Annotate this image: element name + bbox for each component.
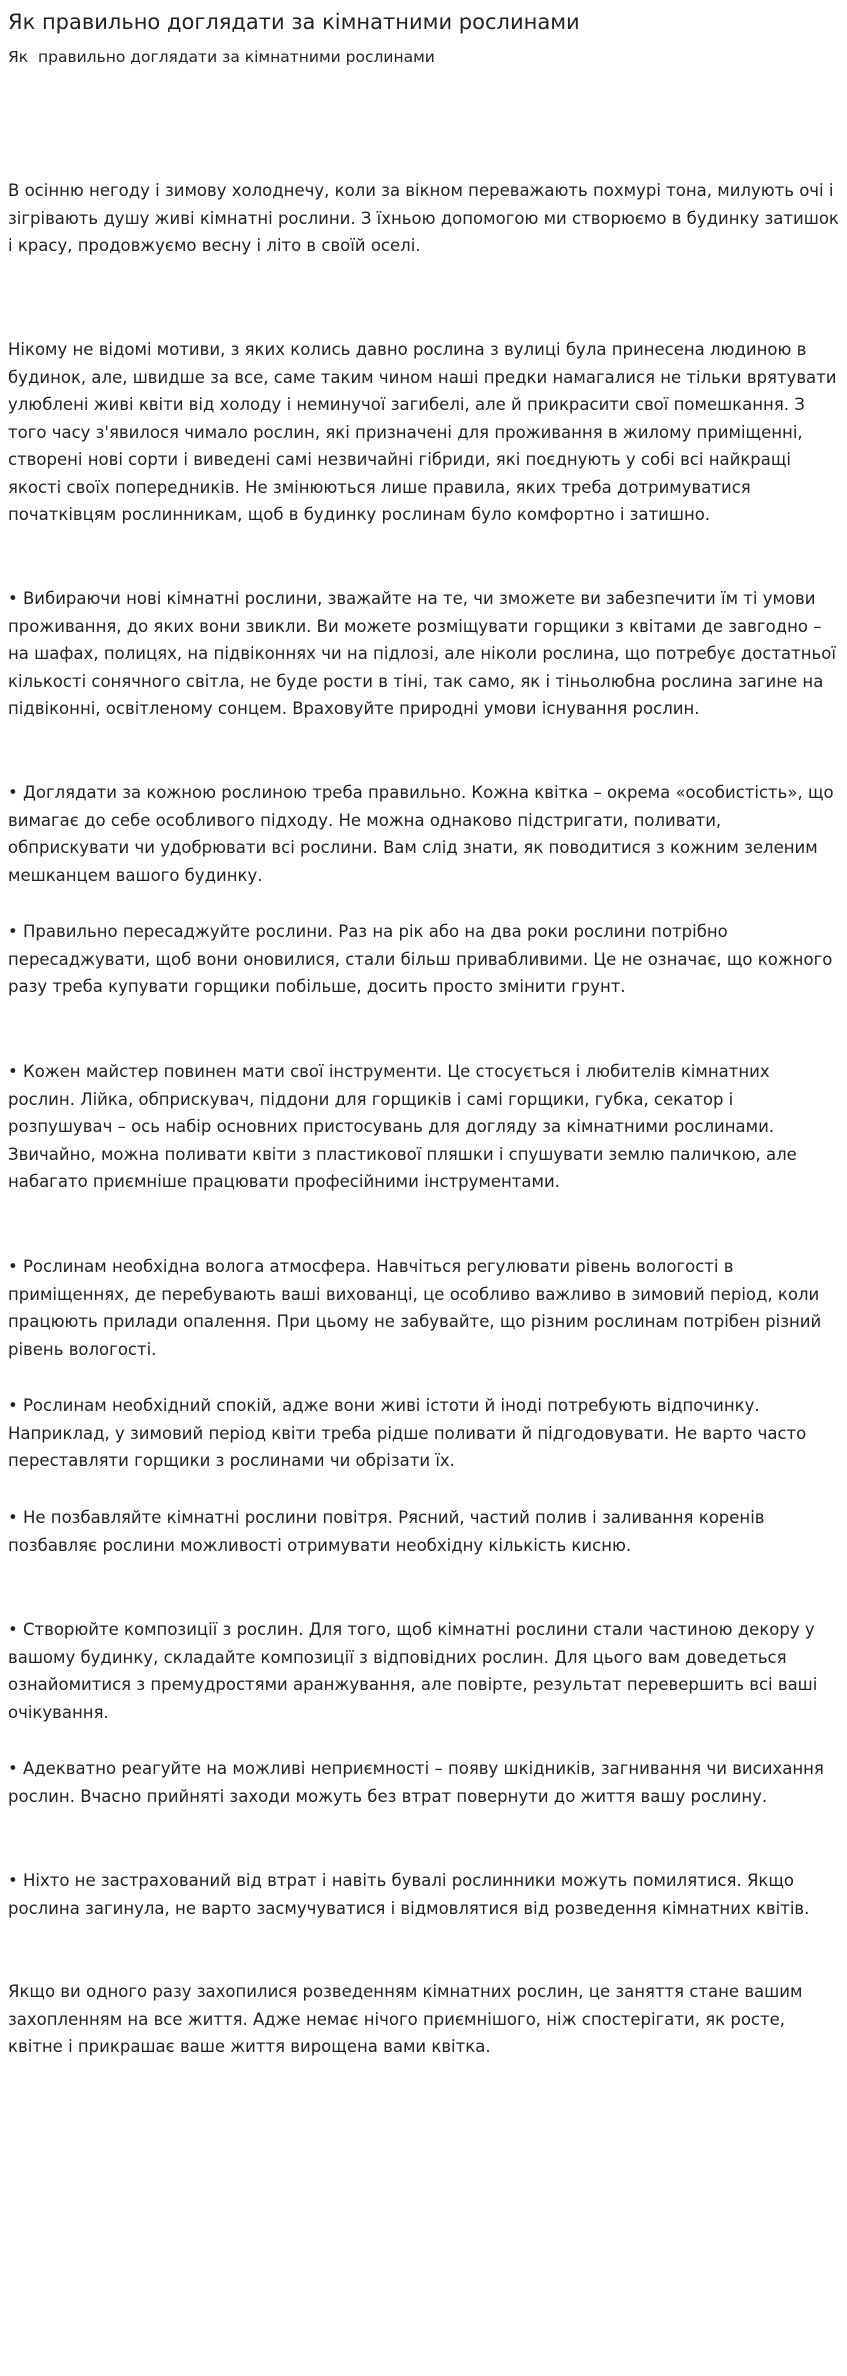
list-item-rest: • Рослинам необхідний спокій, адже вони живі істоти й іноді потребують відпочинку. Наприклад, у зимовий період квіти треба рідше поливати й підгодовувати. Не варто часто переставляти горщики з рослинами чи обрізати їх. [8, 1396, 807, 1470]
list-item-lighting: • Вибираючи нові кімнатні рослини, зважайте на те, чи зможете ви забезпечити їм ті умови проживання, до яких вони звикли. Ви можете розміщувати горщики з квітами де завгодно – на шафах, полицях, на підвіконнях чи на підлозі, але ніколи рослина, що потребує достатньої кількості сонячного світла, не буде рости в тіні, так само, як і тіньолюбна рослина загине на підвіконні, освітленому сонцем. Враховуйте природні умови існування рослин. [8, 589, 836, 718]
list-item-care: • Доглядати за кожною рослиною треба правильно. Кожна квітка – окрема «особистість», що вимагає до себе особливого підходу. Не можна однаково підстригати, поливати, обприскувати чи удобрювати всі рослини. Вам слід знати, як поводитися з кожним зеленим мешканцем вашого будинку. [8, 783, 834, 885]
list-item-humidity: • Рослинам необхідна волога атмосфера. Навчіться регулювати рівень вологості в приміщеннях, де перебувають ваші вихованці, це особливо важливо в зимовий період, коли працюють прилади опалення. При цьому не забувайте, що різним рослинам потрібен різний рівень вологості. [8, 1257, 822, 1359]
page-title: Як правильно доглядати за кімнатними рослинами [8, 10, 580, 34]
paragraph-intro: В осінню негоду і зимову холоднечу, коли за вікном переважають похмурі тона, милують очі і зігрівають душу живі кімнатні рослини. З їхньою допомогою ми створюємо в будинку затишок і красу, продовжуємо весну і літо в своїй оселі. [8, 181, 839, 255]
paragraph-history: Нікому не відомі мотиви, з яких колись давно рослина з вулиці була принесена людиною в будинок, але, швидше за все, саме таким чином наші предки намагалися не тільки врятувати улюблені живі квіти від холоду і неминучої загибелі, але й прикрасити свої помешкання. З того часу з'явилося чимало рослин, які призначені для проживання в жилому приміщенні, створені нові сорти і виведені самі незвичайні гібриди, які поєднують у собі всі найкращі якості своїх попередників. Не змінюються лише правила, яких треба дотримуватися початківцям рослинникам, щоб в будинку рослинам було комфортно і затишно. [8, 340, 837, 524]
list-item-compositions: • Створюйте композиції з рослин. Для того, щоб кімнатні рослини стали частиною декору у вашому будинку, складайте композиції з відповідних рослин. Для цього вам доведеться ознайомитися з премудростями аранжування, але повірте, результат перевершить всі ваші очікування. [8, 1620, 818, 1722]
list-item-problems: • Адекватно реагуйте на можливі неприємності – появу шкідників, загнивання чи висихання рослин. Вчасно прийняті заходи можуть без втрат повернути до життя вашу рослину. [8, 1759, 824, 1806]
list-item-losses: • Ніхто не застрахований від втрат і навіть бувалі рослинники можуть помилятися. Якщо рослина загинула, не варто засмучуватися і відмовлятися від розведення кімнатних квітів. [8, 1871, 810, 1918]
list-item-repotting: • Правильно пересаджуйте рослини. Раз на рік або на два роки рослини потрібно пересаджувати, щоб вони оновилися, стали більш привабливими. Це не означає, що кожного разу треба купувати горщики побільше, досить просто змінити грунт. [8, 922, 833, 996]
list-item-air: • Не позбавляйте кімнатні рослини повітря. Рясний, частий полив і заливання коренів позбавляє рослини можливості отримувати необхідну кількість кисню. [8, 1508, 765, 1555]
page-subtitle: Як правильно доглядати за кімнатними рослинами [8, 48, 435, 66]
paragraph-conclusion: Якщо ви одного разу захопилися розведенням кімнатних рослин, це заняття стане вашим захопленням на все життя. Адже немає нічого приємнішого, ніж спостерігати, як росте, квітне і прикрашає ваше життя вирощена вами квітка. [8, 1982, 803, 2056]
list-item-tools: • Кожен майстер повинен мати свої інструменти. Це стосується і любителів кімнатних рослин. Лійка, обприскувач, піддони для горщиків і самі горщики, губка, секатор і розпушувач – ось набір основних пристосувань для догляду за кімнатними рослинами. Звичайно, можна поливати квіти з пластикової пляшки і спушувати землю паличкою, але набагато приємніше працювати професійними інструментами. [8, 1062, 797, 1191]
